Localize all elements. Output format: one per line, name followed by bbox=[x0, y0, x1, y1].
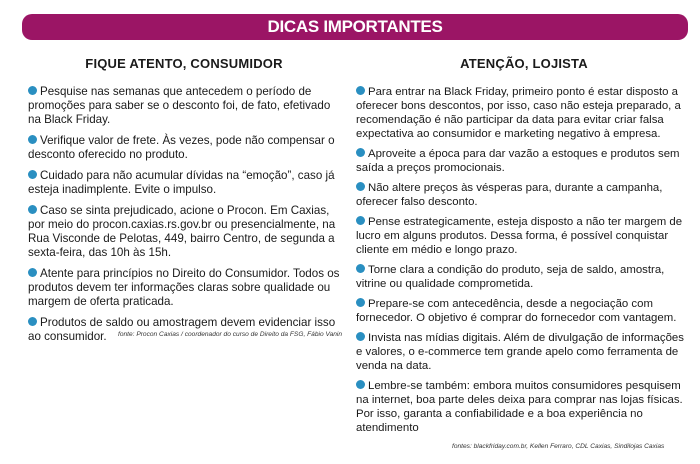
consumer-tip-text: Caso se sinta prejudicado, acione o Procon. Em Caxias, por meio do procon.caxias.rs.gov.br ou presencialmente, na Rua Visconde de Pelotas, 449, bairro Centro, de segunda a sexta-feira, das 10h às 15h. bbox=[28, 204, 336, 259]
consumer-column-title: FIQUE ATENTO, CONSUMIDOR bbox=[85, 56, 283, 71]
bullet-icon bbox=[356, 148, 365, 157]
retailer-tip-text: Não altere preços às vésperas para, durante a campanha, oferecer falso desconto. bbox=[356, 182, 663, 208]
bullet-icon bbox=[356, 216, 365, 225]
retailer-tip-text: Aproveite a época para dar vazão a estoques e produtos sem saída a preços promocionais. bbox=[356, 148, 680, 174]
bullet-icon bbox=[28, 86, 37, 95]
retailer-tips-list bbox=[356, 85, 692, 435]
consumer-tips-list bbox=[28, 85, 343, 344]
bullet-icon bbox=[28, 268, 37, 277]
bullet-icon bbox=[28, 205, 37, 214]
bullet-icon bbox=[356, 86, 365, 95]
bullet-icon bbox=[356, 298, 365, 307]
bullet-icon bbox=[356, 264, 365, 273]
bullet-icon bbox=[28, 135, 37, 144]
retailer-tip-text: Prepare-se com antecedência, desde a negociação com fornecedor. O objetivo é comprar do fornecedor com vantagem. bbox=[356, 298, 677, 324]
list-item bbox=[356, 181, 692, 209]
list-item bbox=[28, 134, 340, 162]
list-item bbox=[356, 263, 692, 291]
banner-title: DICAS IMPORTANTES bbox=[267, 17, 443, 36]
list-item bbox=[28, 316, 343, 344]
consumer-tip-text: Produtos de saldo ou amostragem devem evidenciar isso ao consumidor. bbox=[28, 316, 336, 343]
retailer-tips-column bbox=[356, 56, 692, 441]
list-item bbox=[356, 85, 692, 141]
consumer-tip-text: Atente para princípios no Direito do Consumidor. Todos os produtos devem ter informações claras sobre qualidade ou margem de oferta praticada. bbox=[28, 267, 340, 308]
retailer-tip-text: Torne clara a condição do produto, seja de saldo, amostra, vitrine ou qualidade comprometida. bbox=[356, 264, 665, 290]
retailer-tip-text: Pense estrategicamente, esteja disposto a não ter margem de lucro em alguns produtos. Dessa forma, é possível conquistar cliente em médio e longo prazo. bbox=[356, 216, 683, 256]
list-item bbox=[28, 204, 340, 260]
list-item bbox=[28, 169, 340, 197]
bullet-icon bbox=[356, 182, 365, 191]
list-item bbox=[28, 267, 340, 309]
list-item bbox=[356, 297, 692, 325]
bullet-icon bbox=[356, 332, 365, 341]
consumer-tips-column bbox=[28, 56, 343, 351]
retailer-source-note: fontes: blackfriday.com.br, Kellen Ferraro, CDL Caxias, Sindilojas Caxias bbox=[452, 443, 665, 450]
retailer-tip-text: Invista nas mídias digitais. Além de divulgação de informações e valores, o e-commerce tem grande apelo como ferramenta de venda na data. bbox=[356, 332, 684, 372]
list-item bbox=[28, 85, 340, 127]
list-item bbox=[356, 379, 692, 435]
list-item bbox=[356, 331, 692, 373]
bullet-icon bbox=[28, 170, 37, 179]
consumer-tip-text: Verifique valor de frete. Às vezes, pode não compensar o desconto oferecido no produto. bbox=[28, 134, 335, 161]
bullet-icon bbox=[356, 380, 365, 389]
retailer-tip-text: Para entrar na Black Friday, primeiro ponto é estar disposto a oferecer bons descontos, por isso, caso não esteja preparado, a recomendação é não participar da data para evitar criar falsa expectativa ao consumidor e marketing negativo à empresa. bbox=[356, 86, 681, 140]
consumer-source-note: fonte: Procon Caxias / coordenador do curso de Direito da FSG, Fábio Vanin bbox=[118, 331, 343, 338]
retailer-column-title: ATENÇÃO, LOJISTA bbox=[460, 56, 588, 71]
retailer-tip-text: Lembre-se também: embora muitos consumidores pesquisem na internet, boa parte deles deixa para comprar nas lojas físicas. Por isso, garanta a confiabilidade e a boa experiência no atendimento bbox=[356, 380, 683, 434]
title-banner bbox=[22, 14, 688, 40]
consumer-tip-text: Pesquise nas semanas que antecedem o período de promoções para saber se o desconto foi, de fato, efetivado na Black Friday. bbox=[28, 85, 331, 126]
consumer-tip-text: Cuidado para não acumular dívidas na “emoção”, caso já esteja inadimplente. Evite o impulso. bbox=[28, 169, 335, 196]
list-item bbox=[356, 147, 692, 175]
list-item bbox=[356, 215, 692, 257]
bullet-icon bbox=[28, 317, 37, 326]
